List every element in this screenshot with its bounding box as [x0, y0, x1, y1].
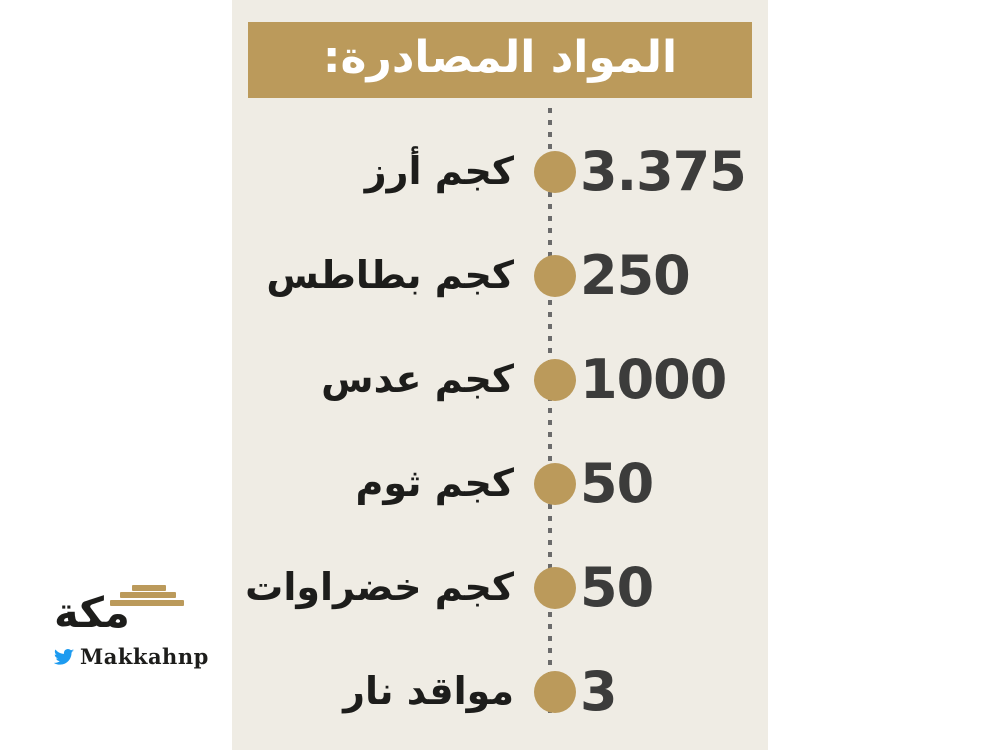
logo-mark — [48, 588, 188, 642]
item-value: 250 — [580, 244, 690, 307]
twitter-bird-icon — [54, 648, 74, 666]
bullet-dot-icon — [534, 255, 576, 297]
list-item — [232, 640, 768, 744]
item-label: كجم عدس — [321, 357, 514, 402]
item-value: 3 — [580, 660, 617, 723]
item-label: كجم أرز — [364, 149, 514, 194]
item-label: كجم ثوم — [355, 461, 514, 506]
list-item — [232, 432, 768, 536]
list-item — [232, 328, 768, 432]
item-label: كجم خضراوات — [245, 565, 514, 610]
bullet-dot-icon — [534, 359, 576, 401]
bullet-dot-icon — [534, 671, 576, 713]
items-list — [232, 120, 768, 740]
title-bar — [248, 22, 752, 98]
bullet-dot-icon — [534, 567, 576, 609]
list-item — [232, 224, 768, 328]
list-item — [232, 120, 768, 224]
item-label: مواقد نار — [343, 669, 514, 714]
item-value: 3.375 — [580, 140, 746, 203]
item-value: 50 — [580, 452, 654, 515]
publisher-logo — [48, 588, 208, 684]
twitter-handle-line — [54, 644, 209, 669]
item-value: 1000 — [580, 348, 727, 411]
item-value: 50 — [580, 556, 654, 619]
list-item — [232, 536, 768, 640]
item-label: كجم بطاطس — [266, 253, 514, 298]
twitter-handle-text: Makkahnp — [80, 644, 209, 669]
page-title: المواد المصادرة: — [322, 32, 678, 83]
bullet-dot-icon — [534, 151, 576, 193]
bullet-dot-icon — [534, 463, 576, 505]
logo-wordmark: مكة — [54, 588, 130, 637]
